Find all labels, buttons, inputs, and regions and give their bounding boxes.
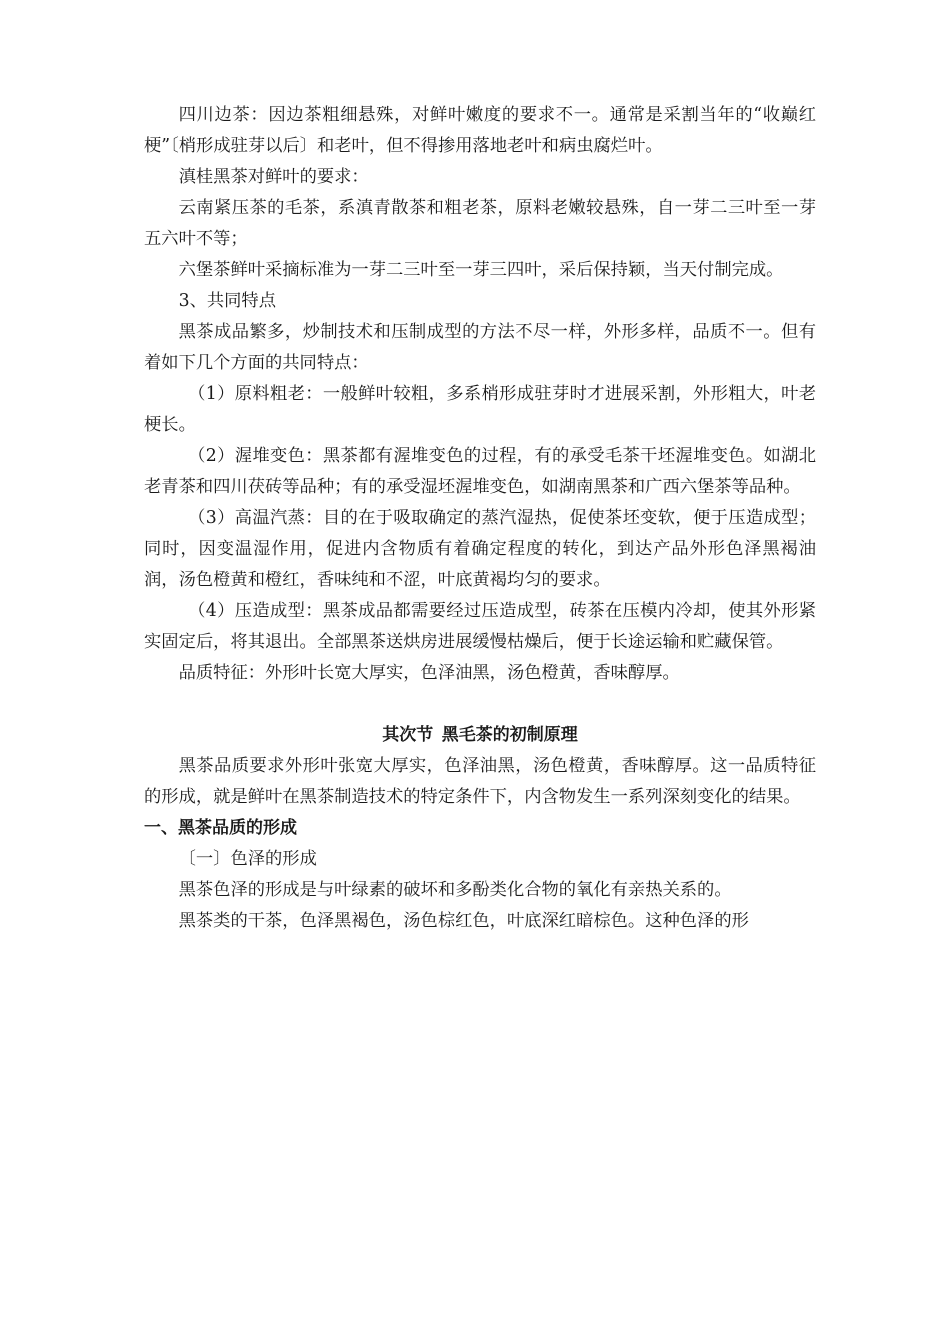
list-item-pressing: （4）压造成型：黑茶成品都需要经过压造成型，砖茶在压模内冷却，使其外形紧实固定后，将其退出。全部黑茶送烘房进展缓慢枯燥后，便于长途运输和贮藏保管。: [144, 601, 816, 652]
paragraph-common-features-intro: 黑茶成品繁多，炒制技术和压制成型的方法不尽一样，外形多样，品质不一。但有着如下几个方面的共同特点：: [144, 322, 816, 373]
section-spacer: [144, 689, 816, 720]
list-item-pile-fermentation: （2）渥堆变色：黑茶都有渥堆变色的过程，有的承受毛茶干坯渥堆变色。如湖北老青茶和四川茯砖等品种；有的承受湿坯渥堆变色，如湖南黑茶和广西六堡茶等品种。: [144, 446, 816, 497]
paragraph-sichuan-biancha: 四川边茶：因边茶粗细悬殊，对鲜叶嫩度的要求不一。通常是采割当年的“收巅红梗”〔梢形成驻芽以后〕和老叶，但不得掺用落地老叶和病虫腐烂叶。: [144, 105, 816, 156]
subheading-color-formation: 〔一〕色泽的形成: [178, 849, 317, 869]
paragraph-diangui-heicha: 滇桂黑茶对鲜叶的要求：: [178, 167, 369, 187]
paragraph-liubao-cha: 六堡茶鲜叶采摘标准为一芽二三叶至一芽三四叶，采后保持颖，当天付制完成。: [178, 260, 784, 280]
paragraph-section-intro: 黑茶品质要求外形叶张宽大厚实，色泽油黑，汤色橙黄，香味醇厚。这一品质特征的形成，就是鲜叶在黑茶制造技术的特定条件下，内含物发生一系列深刻变化的结果。: [144, 756, 816, 807]
heading-quality-formation: 一、黑茶品质的形成: [144, 818, 297, 838]
paragraph-quality-traits: 品质特征：外形叶长宽大厚实，色泽油黑，汤色橙黄，香味醇厚。: [178, 663, 680, 683]
section-title-number: 其次节: [382, 725, 434, 745]
paragraph-color-formation-b: 黑茶类的干茶，色泽黑褐色，汤色棕红色，叶底深红暗棕色。这种色泽的形: [178, 911, 749, 931]
section-title: [144, 720, 816, 751]
section-title-text: 黑毛茶的初制原理: [441, 725, 578, 745]
subheading-common-features: 3、共同特点: [178, 291, 276, 311]
list-item-raw-material: （1）原料粗老：一般鲜叶较粗，多系梢形成驻芽时才进展采割，外形粗大，叶老梗长。: [144, 384, 816, 435]
paragraph-color-formation-a: 黑茶色泽的形成是与叶绿素的破坏和多酚类化合物的氧化有亲热关系的。: [178, 880, 732, 900]
list-item-steaming: （3）高温汽蒸：目的在于吸取确定的蒸汽湿热，促使茶坯变软，便于压造成型；同时，因变温湿作用，促进内含物质有着确定程度的转化，到达产品外形色泽黑褐油润，汤色橙黄和橙红，香味纯和不涩，叶底黄褐均匀的要求。: [144, 508, 816, 590]
paragraph-yunnan-jinyacha: 云南紧压茶的毛茶，系滇青散茶和粗老茶，原料老嫩较悬殊，自一芽二三叶至一芽五六叶不等；: [144, 198, 816, 249]
